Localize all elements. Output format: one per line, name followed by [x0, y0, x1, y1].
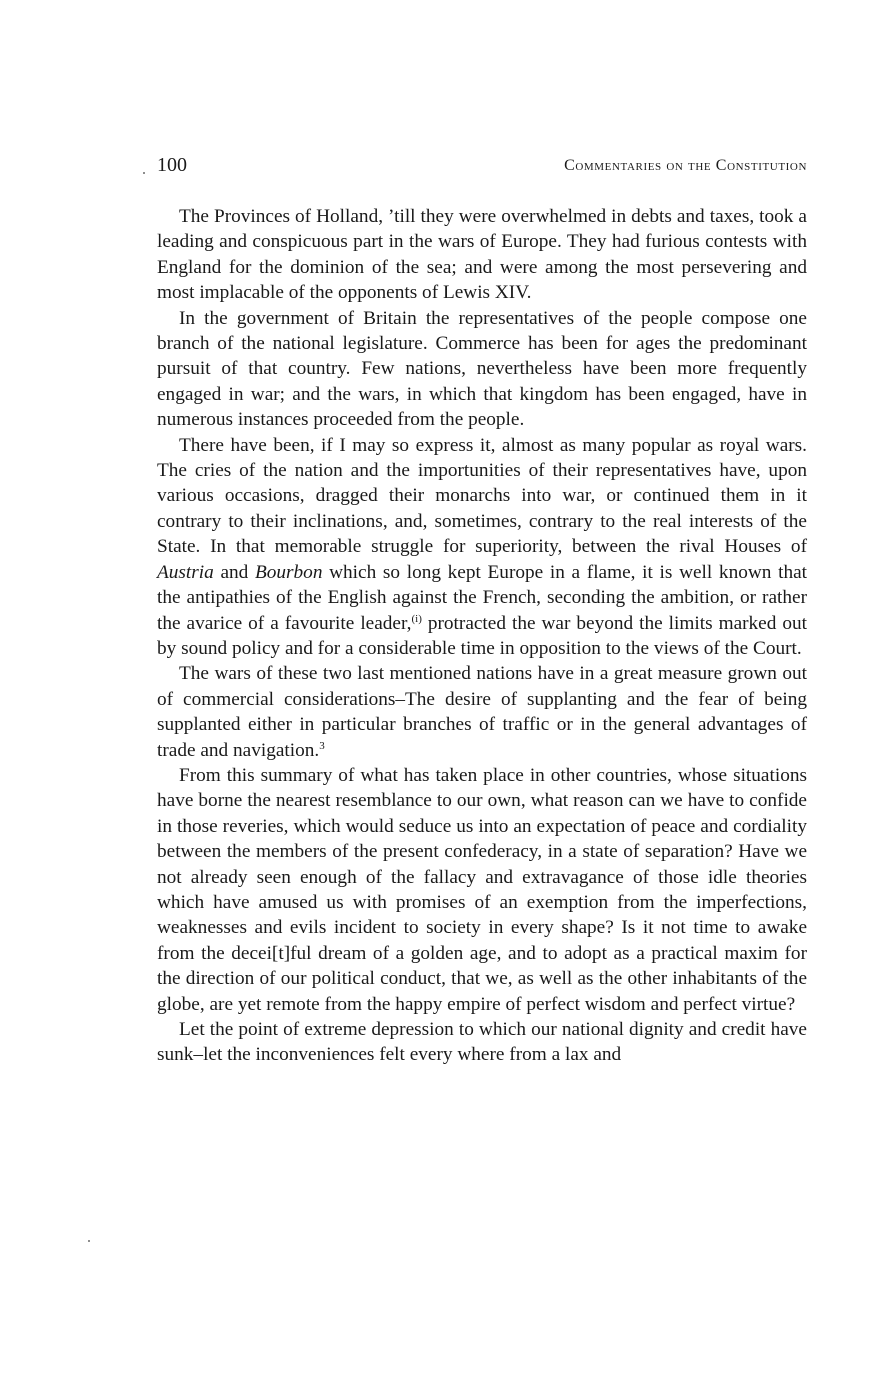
paragraph: [157, 1017, 807, 1068]
scan-speck: [88, 1240, 90, 1242]
page-number: 100: [157, 154, 187, 176]
paragraph: [157, 306, 807, 433]
italic-text: Austria: [157, 561, 214, 583]
paragraph: [157, 661, 807, 763]
paragraph-text: The Provinces of Holland, ’till they were overwhelmed in debts and taxes, took a leading and conspicuous part in the wars of Europe. They had furious contests with England for the dominion of the sea; and were among the most persevering and most implacable of the opponents of Lewis XIV.: [157, 206, 807, 304]
running-head: Commentaries on the Constitution: [564, 157, 807, 174]
paragraph: [157, 763, 807, 1017]
paragraph-text: There have been, if I may so express it, almost as many popular as royal wars. The cries of the nation and the importunities of their representatives have, upon various occasions, dragged their monarchs into war, or continued them in it contrary to their inclinations, and, sometimes, contrary to the real interests of the State. In that memorable struggle for superiority, between the rival Houses of: [157, 434, 807, 558]
paragraph-text: which so long kept Europe in a flame, it is well known that the antipathies of the English against the French, seconding the ambition, or rather the avarice of a favourite leader,: [157, 561, 807, 634]
paragraph-text: In the government of Britain the representatives of the people compose one branch of the national legislature. Commerce has been for ages the predominant pursuit of that country. Few nations, nevertheless have been more frequently engaged in war; and the wars, in which that kingdom has been engaged, have in numerous instances proceeded from the people.: [157, 307, 807, 431]
paragraph-text: From this summary of what has taken place in other countries, whose situations have borne the nearest resemblance to our own, what reason can we have to confide in those reveries, which would seduce us into an expectation of peace and cordiality between the members of the present confederacy, in a state of separation? Have we not already seen enough of the fallacy and extravagance of those idle theories which have amused us with promises of an exemption from the imperfections, weaknesses and evils incident to society in every shape? Is it not time to awake from the decei[t]ful dream of a golden age, and to adopt as a practical maxim for the direction of our political conduct, that we, as well as the other inhabitants of the globe, are yet remote from the happy empire of perfect wisdom and perfect virtue?: [157, 764, 807, 1015]
note-reference: (i): [411, 612, 422, 625]
paragraph-text: protracted the war beyond the limits marked out by sound policy and for a considerable time in opposition to the views of the Court.: [157, 612, 808, 659]
page-header: [157, 152, 807, 182]
paragraph: [157, 204, 807, 306]
paragraph-text: Let the point of extreme depression to which our national dignity and credit have sunk–let the inconveniences felt every where from a lax and: [157, 1019, 807, 1066]
scan-speck: [143, 172, 145, 174]
paragraph: [157, 433, 807, 662]
body-text: [157, 204, 807, 1068]
paragraph-text: and: [213, 561, 255, 583]
italic-text: Bourbon: [254, 561, 323, 583]
paragraph-text: The wars of these two last mentioned nations have in a great measure grown out of commercial considerations–The desire of supplanting and the fear of being supplanted either in particular branches of traffic or in the general advantages of trade and navigation.: [157, 663, 807, 761]
note-reference: 3: [319, 739, 325, 752]
